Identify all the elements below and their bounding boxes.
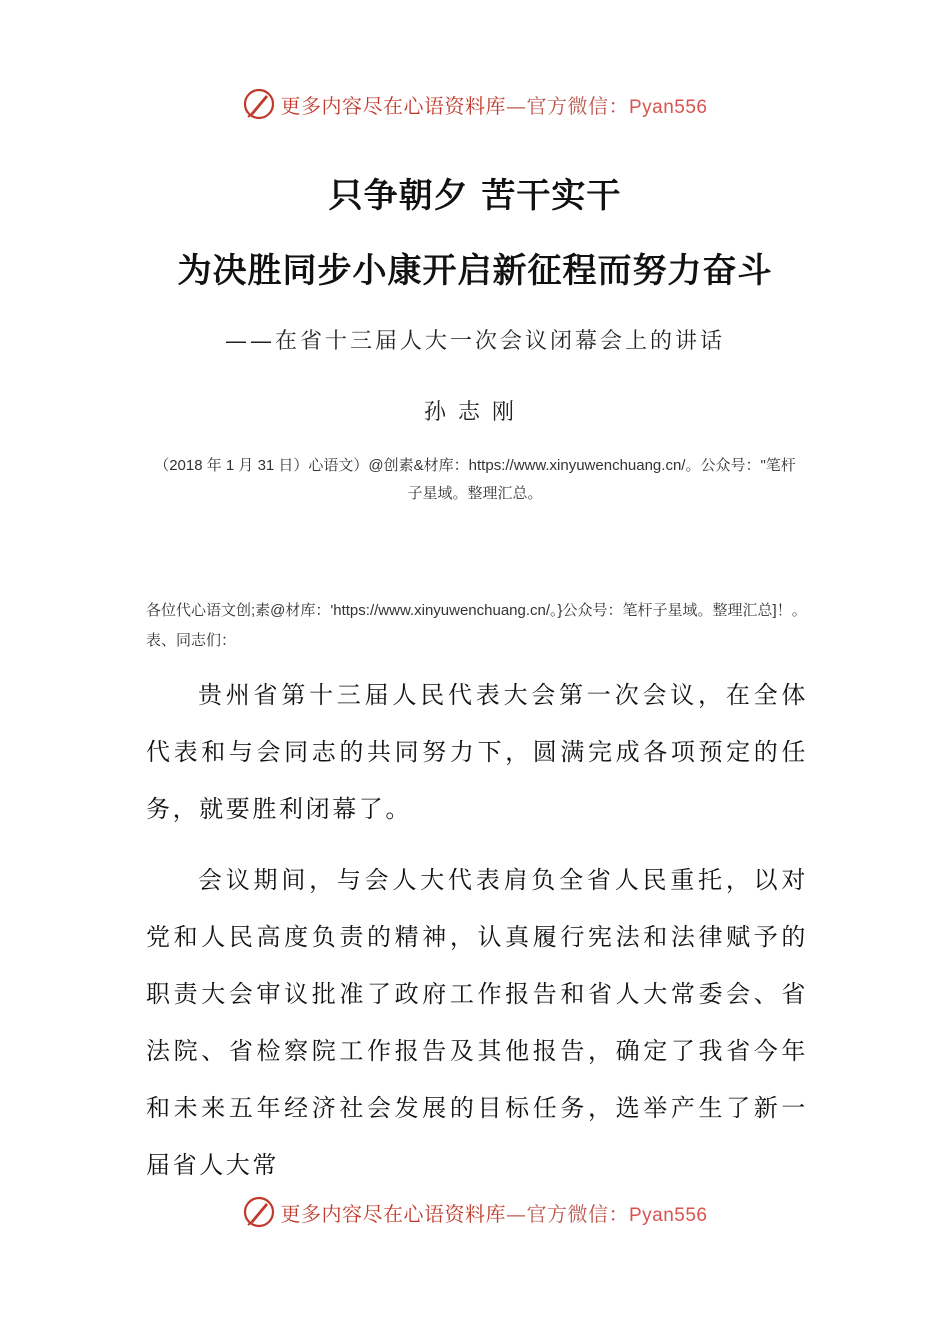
quill-logo-icon: [242, 87, 276, 121]
footer-banner: [0, 1192, 950, 1232]
banner-main-text: 更多内容尽在心语资料库: [280, 93, 506, 118]
dateline: （2018 年 1 月 31 日）心语文）@创素&材库：https://www.xinyuwenchuang.cn/。公众号："笔杆子星域。整理汇总。: [154, 457, 796, 502]
body-paragraph-2: 会议期间，与会人大代表肩负全省人民重托，以对党和人民高度负责的精神，认真履行宪法和法律赋予的职责大会审议批准了政府工作报告和省人大常委会、省法院、省检察院工作报告及其他报告，确定了我省今年和未来五年经济社会发展的目标任务，选举产生了新一届省人大常: [146, 866, 808, 1179]
subtitle: ——在省十三届人大一次会议闭幕会上的讲话: [224, 329, 725, 354]
title-line-1: 只争朝夕 苦干实干: [328, 176, 622, 216]
banner-dash-text: —官方微信：: [505, 93, 629, 118]
header-banner: [0, 84, 950, 124]
banner-main-text: 更多内容尽在心语资料库: [280, 1201, 506, 1226]
footer-banner-text: [280, 1198, 707, 1227]
quill-logo-icon: [242, 1195, 276, 1229]
header-banner-text: [280, 90, 707, 119]
body-paragraph-1: 贵州省第十三届人民代表大会第一次会议，在全体代表和与会同志的共同努力下，圆满完成各项预定的任务，就要胜利闭幕了。: [146, 681, 808, 823]
banner-dash-text: —官方微信：: [505, 1201, 629, 1226]
banner-id-text: Pyan556: [628, 96, 708, 118]
banner-id-text: Pyan556: [628, 1204, 708, 1226]
salutation: 各位代心语文创;素@材库：'https://www.xinyuwenchuang.cn/。}公众号：笔杆子星域。整理汇总]！。表、同志们：: [146, 602, 807, 649]
title-line-2: 为决胜同步小康开启新征程而努力奋斗: [177, 251, 773, 291]
author-name: 孙志刚: [423, 400, 526, 425]
